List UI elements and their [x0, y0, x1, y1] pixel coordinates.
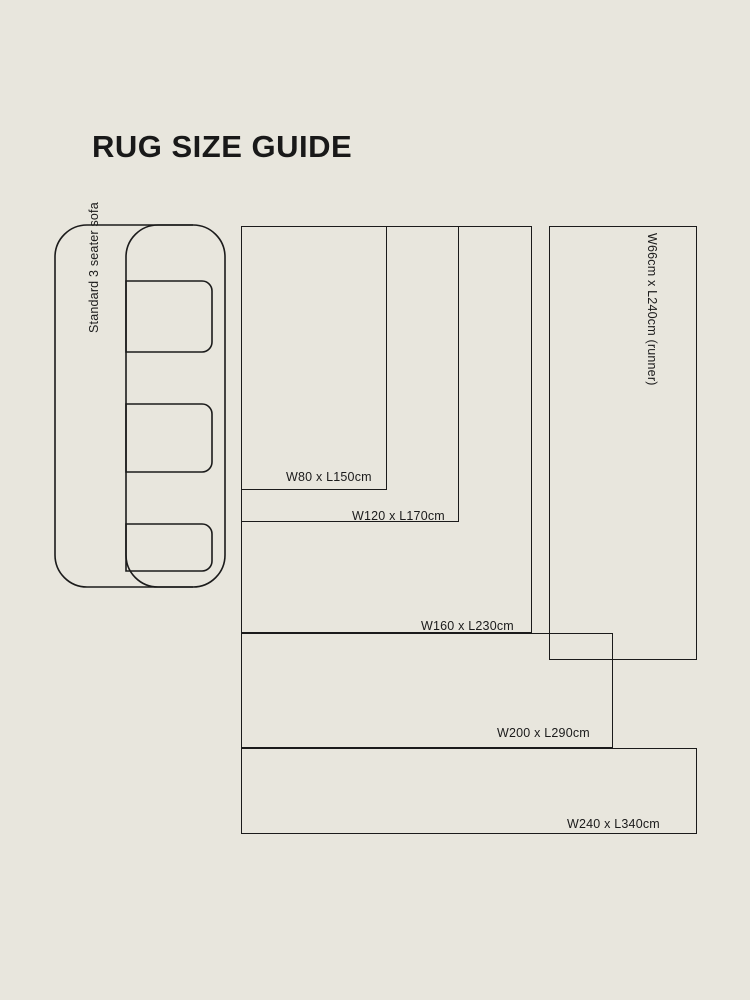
rug-w80-l150 — [241, 226, 387, 490]
rug-label-runner-w66-l240: W66cm x L240cm (runner) — [645, 233, 659, 386]
sofa-label: Standard 3 seater sofa — [87, 202, 101, 333]
rug-label-w240-l340: W240 x L340cm — [567, 817, 660, 831]
sofa-outline-icon — [54, 224, 226, 588]
rug-label-w120-l170: W120 x L170cm — [352, 509, 445, 523]
rug-label-w80-l150: W80 x L150cm — [286, 470, 372, 484]
rug-runner-w66-l240 — [549, 226, 697, 660]
page-title: RUG SIZE GUIDE — [92, 129, 353, 164]
rug-label-w160-l230: W160 x L230cm — [421, 619, 514, 633]
rug-label-w200-l290: W200 x L290cm — [497, 726, 590, 740]
